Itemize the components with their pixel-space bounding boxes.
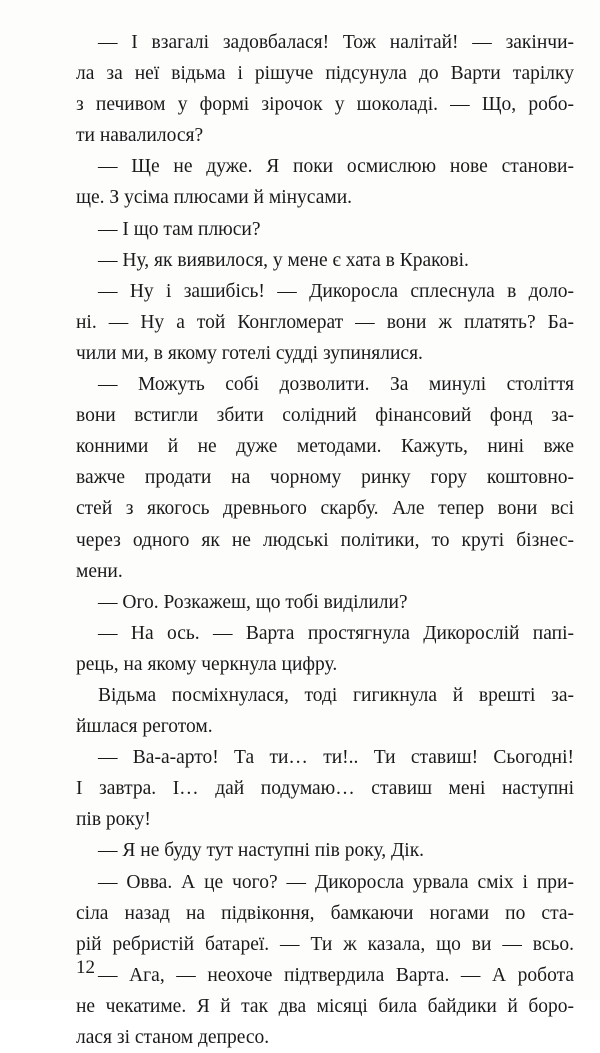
text-line: — Ага, — неохоче підтвердила Варта. — А робота xyxy=(98,964,574,986)
body-text xyxy=(76,27,574,1053)
text-line: пів року! xyxy=(76,809,151,831)
text-line: — І взагалі задовбалася! Тож налітай! — закінчи- xyxy=(98,32,574,53)
text-line: — Ще не дуже. Я поки осмислюю нове станови- xyxy=(98,156,574,178)
text-line: вони встигли збити солідний фінансовий фонд за- xyxy=(76,405,574,427)
text-line: — Ну, як виявилося, у мене є хата в Кракові. xyxy=(98,249,469,271)
text-line: — І що там плюси? xyxy=(98,218,261,240)
page-number: 12 xyxy=(76,957,95,978)
text-line: через одного як не людські політики, то круті бізнес- xyxy=(76,529,574,551)
text-line: — Ну і зашибісь! — Дикоросла сплеснула в доло- xyxy=(98,280,574,302)
text-line: — Можуть собі дозволити. За минулі століття xyxy=(98,374,574,396)
text-line: — На ось. — Варта простягнула Дикорослій папі- xyxy=(98,622,574,644)
text-line: — Ого. Розкажеш, що тобі виділили? xyxy=(98,591,408,613)
text-line: ти навалилося? xyxy=(76,125,204,147)
text-line: ла за неї відьма і рішуче підсунула до Варти тарілку xyxy=(76,63,574,85)
text-line: йшлася реготом. xyxy=(76,716,213,738)
text-line: з печивом у формі зірочок у шоколаді. — Що, робо- xyxy=(76,94,574,116)
text-line: — Я не буду тут наступні пів року, Дік. xyxy=(98,840,425,862)
text-line: сіла назад на підвіконня, бамкаючи ногами по ста- xyxy=(76,902,574,924)
text-line: конними й не дуже методами. Кажуть, нині вже xyxy=(76,436,574,458)
text-line: рій ребристій батареї. — Ти ж казала, що ви — всьо. xyxy=(76,933,574,955)
text-line: ні. — Ну а той Конгломерат — вони ж платять? Ба- xyxy=(76,311,574,333)
text-line: І завтра. І… дай подумаю… ставиш мені наступні xyxy=(76,778,574,800)
text-line: чили ми, в якому готелі судді зупинялися. xyxy=(76,342,423,364)
text-line: — Ва-а-арто! Та ти… ти!.. Ти ставиш! Сьогодні! xyxy=(98,747,574,769)
text-line: лася зі станом депресо. xyxy=(76,1027,270,1048)
text-line: — Овва. А це чого? — Дикоросла урвала сміх і при- xyxy=(98,871,574,893)
text-line: рець, на якому черкнула цифру. xyxy=(76,653,338,675)
text-line: Відьма посміхнулася, тоді гигикнула й врешті за- xyxy=(98,684,574,706)
text-line: ще. З усіма плюсами й мінусами. xyxy=(76,187,353,209)
text-line: не чекатиме. Я й так два місяці била байдики й боро- xyxy=(76,995,574,1017)
text-line: мени. xyxy=(76,560,123,582)
text-line: важче продати на чорному ринку гору коштовно- xyxy=(76,467,574,489)
text-line: стей з якогось древнього скарбу. Але тепер вони всі xyxy=(76,498,574,520)
